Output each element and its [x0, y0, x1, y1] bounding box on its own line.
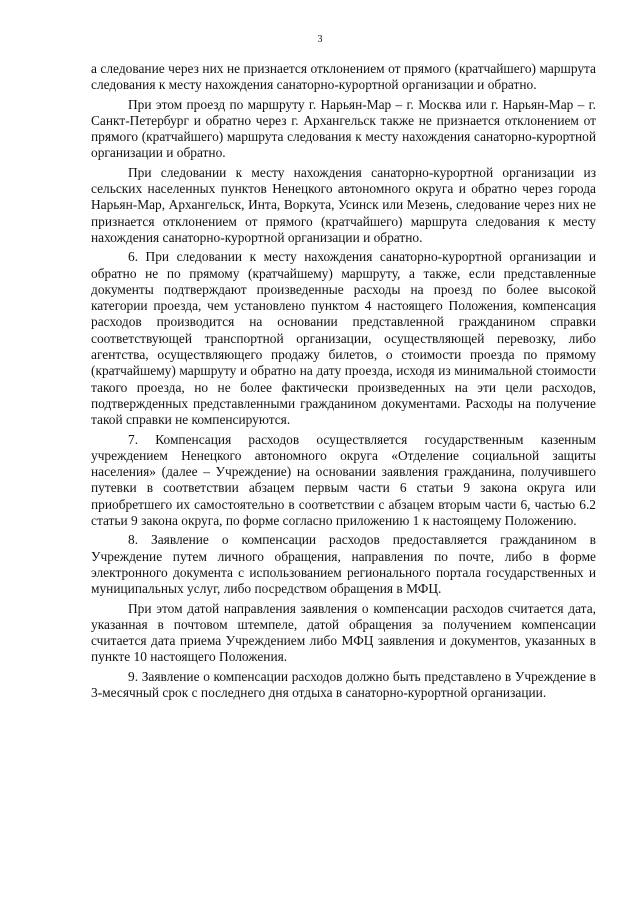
paragraph: При этом проезд по маршруту г. Нарьян-Мар – г. Москва или г. Нарьян-Мар – г. Санкт-Петербург и обратно через г. Архангельск также не признается отклонением от прямого (кратчайшего) маршрута следования к месту нахождения санаторно-курортной организации и обратно.	[91, 96, 596, 161]
paragraph-item-9: 9. Заявление о компенсации расходов должно быть представлено в Учреждение в 3-месячный срок с последнего дня отдыха в санаторно-курортной организации.	[91, 668, 596, 700]
paragraph: а следование через них не признается отклонением от прямого (кратчайшего) маршрута следования к месту нахождения санаторно-курортной организации и обратно.	[91, 61, 596, 93]
paragraph-item-6: 6. При следовании к месту нахождения санаторно-курортной организации и обратно не по прямому (кратчайшему) маршруту, а также, если представленные документы подтверждают произведенные расходы на проезд по более высокой категории проезда, чем установлено пунктом 4 настоящего Положения, компенсация расходов производится на основании представленной гражданином справки соответствующей транспортной организации, осуществляющей перевозку, либо агентства, осуществляющего продажу билетов, о стоимости проезда по прямому (кратчайшему) маршруту и обратно на дату проезда, исходя из минимальной стоимости такого проезда, но не более фактически произведенных на эти цели расходов, подтвержденных представленными гражданином документами. Расходы на получение такой справки не компенсируются.	[91, 249, 596, 428]
document-body	[91, 61, 596, 701]
paragraph-item-8: 8. Заявление о компенсации расходов предоставляется гражданином в Учреждение путем личного обращения, направления по почте, либо в форме электронного документа с использованием регионального портала государственных и муниципальных услуг, либо посредством обращения в МФЦ.	[91, 532, 596, 597]
paragraph: При этом датой направления заявления о компенсации расходов считается дата, указанная в почтовом штемпеле, датой обращения за получением компенсации считается дата приема Учреждением либо МФЦ заявления и документов, указанных в пункте 10 настоящего Положения.	[91, 600, 596, 665]
page-number: 3	[317, 34, 323, 45]
paragraph-item-7: 7. Компенсация расходов осуществляется государственным казенным учреждением Ненецкого автономного округа «Отделение социальной защиты населения» (далее – Учреждение) на основании заявления гражданина, получившего путевки в соответствии абзацем первым части 6 статьи 9 закона округа или приобретшего их самостоятельно в соответствии с абзацем вторым части 6, частью 6.2 статьи 9 закона округа, по форме согласно приложению 1 к настоящему Положению.	[91, 431, 596, 529]
paragraph: При следовании к месту нахождения санаторно-курортной организации из сельских населенных пунктов Ненецкого автономного округа и обратно через города Нарьян-Мар, Архангельск, Инта, Воркута, Усинск или Мезень, следование через них не признается отклонением от прямого (кратчайшего) маршрута следования к месту нахождения санаторно-курортной организации и обратно.	[91, 164, 596, 245]
